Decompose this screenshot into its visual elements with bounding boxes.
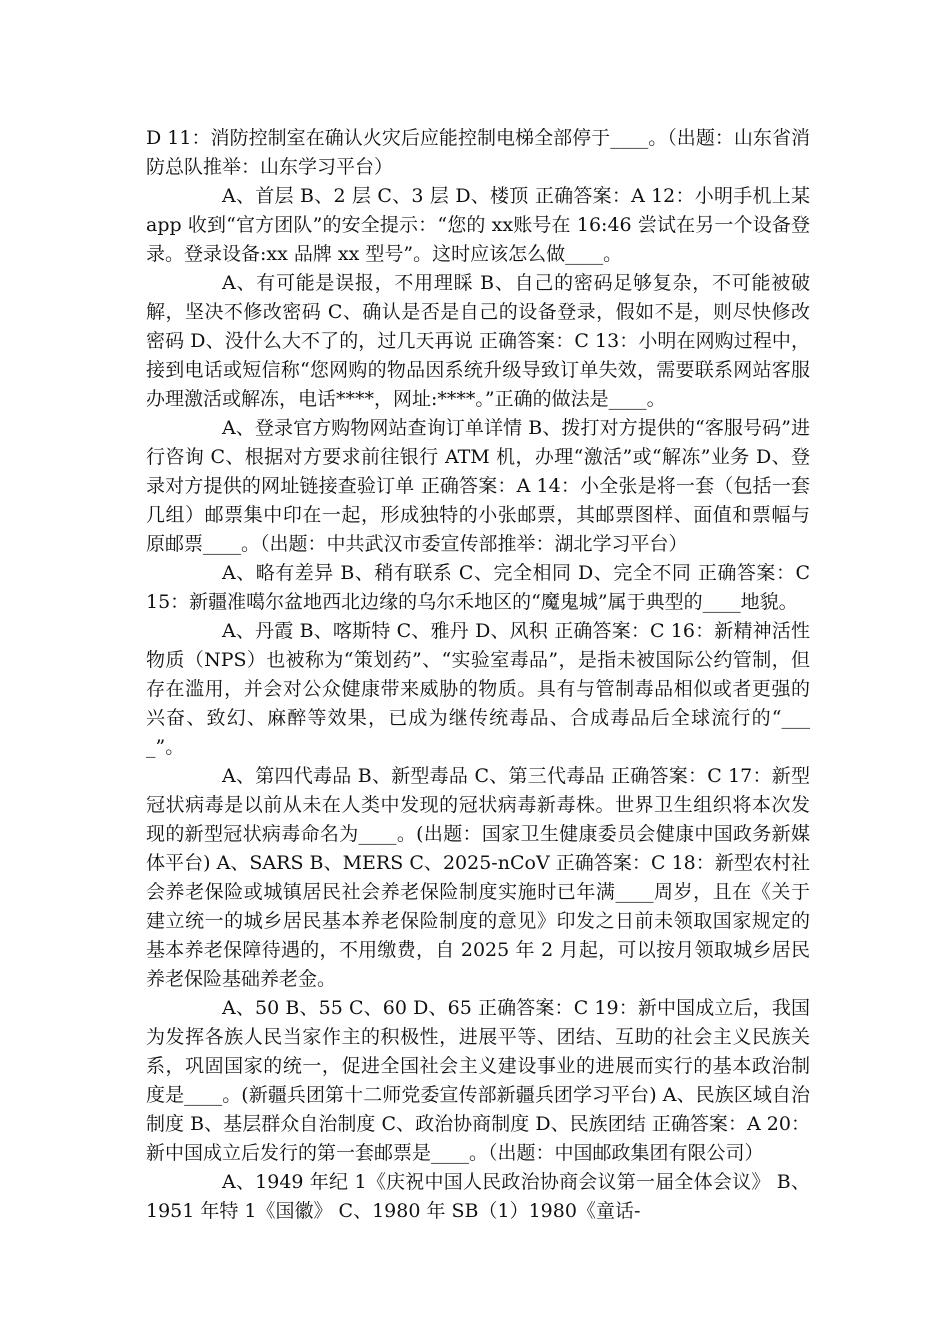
paragraph-q20-options: A、1949 年纪 1《庆祝中国人民政治协商会议第一届全体会议》 B、1951 年特 1《国徽》 C、1980 年 SB（1）1980《童话- [146,1171,810,1222]
document-body [146,124,810,1226]
paragraph-q14: A、登录官方购物网站查询订单详情 B、拨打对方提供的“客服号码”进行咨询 C、根据对方要求前往银行 ATM 机，办理“激活”或“解冻”业务 D、登录对方提供的网址链接查验订单 正确答案：A 14：小全张是将一套（包括一套几组）邮票集中印在一起，形成独特的小张邮票，其邮票图样、面值和票幅与原邮票____。（出题：中共武汉市委宣传部推举：湖北学习平台） [146,417,810,555]
paragraph-q11: D 11：消防控制室在确认火灾后应能控制电梯全部停于____。（出题：山东省消防总队推举：山东学习平台） [146,127,810,178]
paragraph-q12: A、首层 B、2 层 C、3 层 D、楼顶 正确答案：A 12：小明手机上某 app 收到“官方团队”的安全提示：“您的 xx账号在 16:46 尝试在另一个设备登录。登录设备:xx 品牌 xx 型号”。这时应该怎么做____。 [146,185,810,265]
paragraph-q19-q20: A、50 B、55 C、60 D、65 正确答案：C 19：新中国成立后，我国为发挥各族人民当家作主的积极性，进展平等、团结、互助的社会主义民族关系，巩固国家的统一，促进全国社会主义建设事业的进展而实行的基本政治制度是____。(新疆兵团第十二师党委宣传部新疆兵团学习平台) A、民族区域自治制度 B、基层群众自治制度 C、政治协商制度 D、民族团结 正确答案：A 20：新中国成立后发行的第一套邮票是____。（出题：中国邮政集团有限公司） [146,997,810,1164]
paragraph-q15: A、略有差异 B、稍有联系 C、完全相同 D、完全不同 正确答案：C 15：新疆准噶尔盆地西北边缘的乌尔禾地区的“魔鬼城”属于典型的____地貌。 [146,562,810,613]
paragraph-q13: A、有可能是误报，不用理睬 B、自己的密码足够复杂，不可能被破解，坚决不修改密码 C、确认是否是自己的设备登录，假如不是，则尽快修改密码 D、没什么大不了的，过几天再说 正确答案：C 13：小明在网购过程中，接到电话或短信称“您网购的物品因系统升级导致订单失效，需要联系网站客服办理激活或解冻，电话****，网址:****。”正确的做法是____。 [146,272,810,410]
paragraph-q16: A、丹霞 B、喀斯特 C、雅丹 D、风积 正确答案：C 16：新精神活性物质（NPS）也被称为“策划药”、“实验室毒品”，是指未被国际公约管制，但存在滥用，并会对公众健康带来威胁的物质。具有与管制毒品相似或者更强的兴奋、致幻、麻醉等效果，已成为继传统毒品、合成毒品后全球流行的“____”。 [146,620,810,758]
paragraph-q17-q18: A、第四代毒品 B、新型毒品 C、第三代毒品 正确答案：C 17：新型冠状病毒是以前从未在人类中发现的冠状病毒新毒株。世界卫生组织将本次发现的新型冠状病毒命名为____。(出题：国家卫生健康委员会健康中国政务新媒体平台) A、SARS B、MERS C、2025-nCoV 正确答案：C 18：新型农村社会养老保险或城镇居民社会养老保险制度实施时已年满____周岁，且在《关于建立统一的城乡居民基本养老保险制度的意见》印发之日前未领取国家规定的基本养老保障待遇的，不用缴费，自 2025 年 2 月起，可以按月领取城乡居民养老保险基础养老金。 [146,765,810,990]
